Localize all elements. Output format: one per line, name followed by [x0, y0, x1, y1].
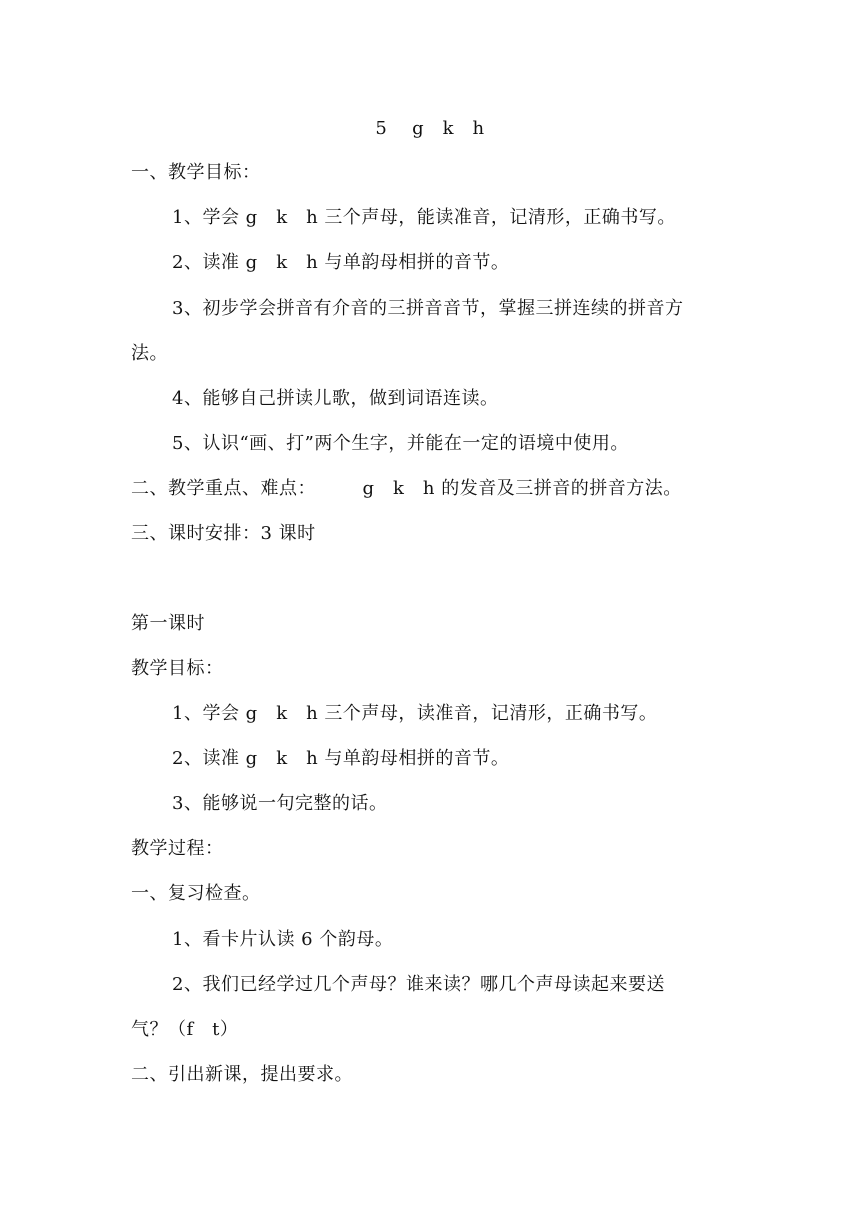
review-item-2: 2、我们已经学过几个声母？谁来读？哪几个声母读起来要送: [172, 974, 665, 995]
goal-item-3: 3、初步学会拼音有介音的三拼音音节，掌握三拼连续的拼音方: [172, 298, 684, 319]
goal-item-3-continued: 法。: [131, 343, 168, 364]
lesson-goal-1: 1、学会 g k h 三个声母，读准音，记清形，正确书写。: [172, 703, 658, 724]
section-heading-key-points: 二、教学重点、难点： g k h 的发音及三拼音的拼音方法。: [131, 478, 682, 499]
lesson-goals-heading: 教学目标：: [131, 658, 224, 679]
section-heading-goals: 一、教学目标：: [131, 162, 261, 183]
review-item-2-continued: 气？（f t）: [131, 1019, 239, 1040]
goal-item-2: 2、读准 g k h 与单韵母相拼的音节。: [172, 252, 510, 273]
process-heading: 教学过程：: [131, 838, 224, 859]
review-item-1: 1、看卡片认读 6 个韵母。: [172, 929, 394, 950]
lesson-goal-3: 3、能够说一句完整的话。: [172, 793, 388, 814]
goal-item-1: 1、学会 g k h 三个声母，能读准音，记清形，正确书写。: [172, 207, 676, 228]
intro-heading: 二、引出新课，提出要求。: [131, 1064, 353, 1085]
review-heading: 一、复习检查。: [131, 883, 261, 904]
document-title: 5 g k h: [375, 118, 485, 139]
goal-item-5: 5、认识“画、打”两个生字，并能在一定的语境中使用。: [172, 433, 629, 454]
section-heading-schedule: 三、课时安排：3 课时: [131, 523, 316, 544]
lesson-title: 第一课时: [131, 613, 205, 634]
goal-item-4: 4、能够自己拼读儿歌，做到词语连读。: [172, 388, 499, 409]
lesson-goal-2: 2、读准 g k h 与单韵母相拼的音节。: [172, 748, 510, 769]
